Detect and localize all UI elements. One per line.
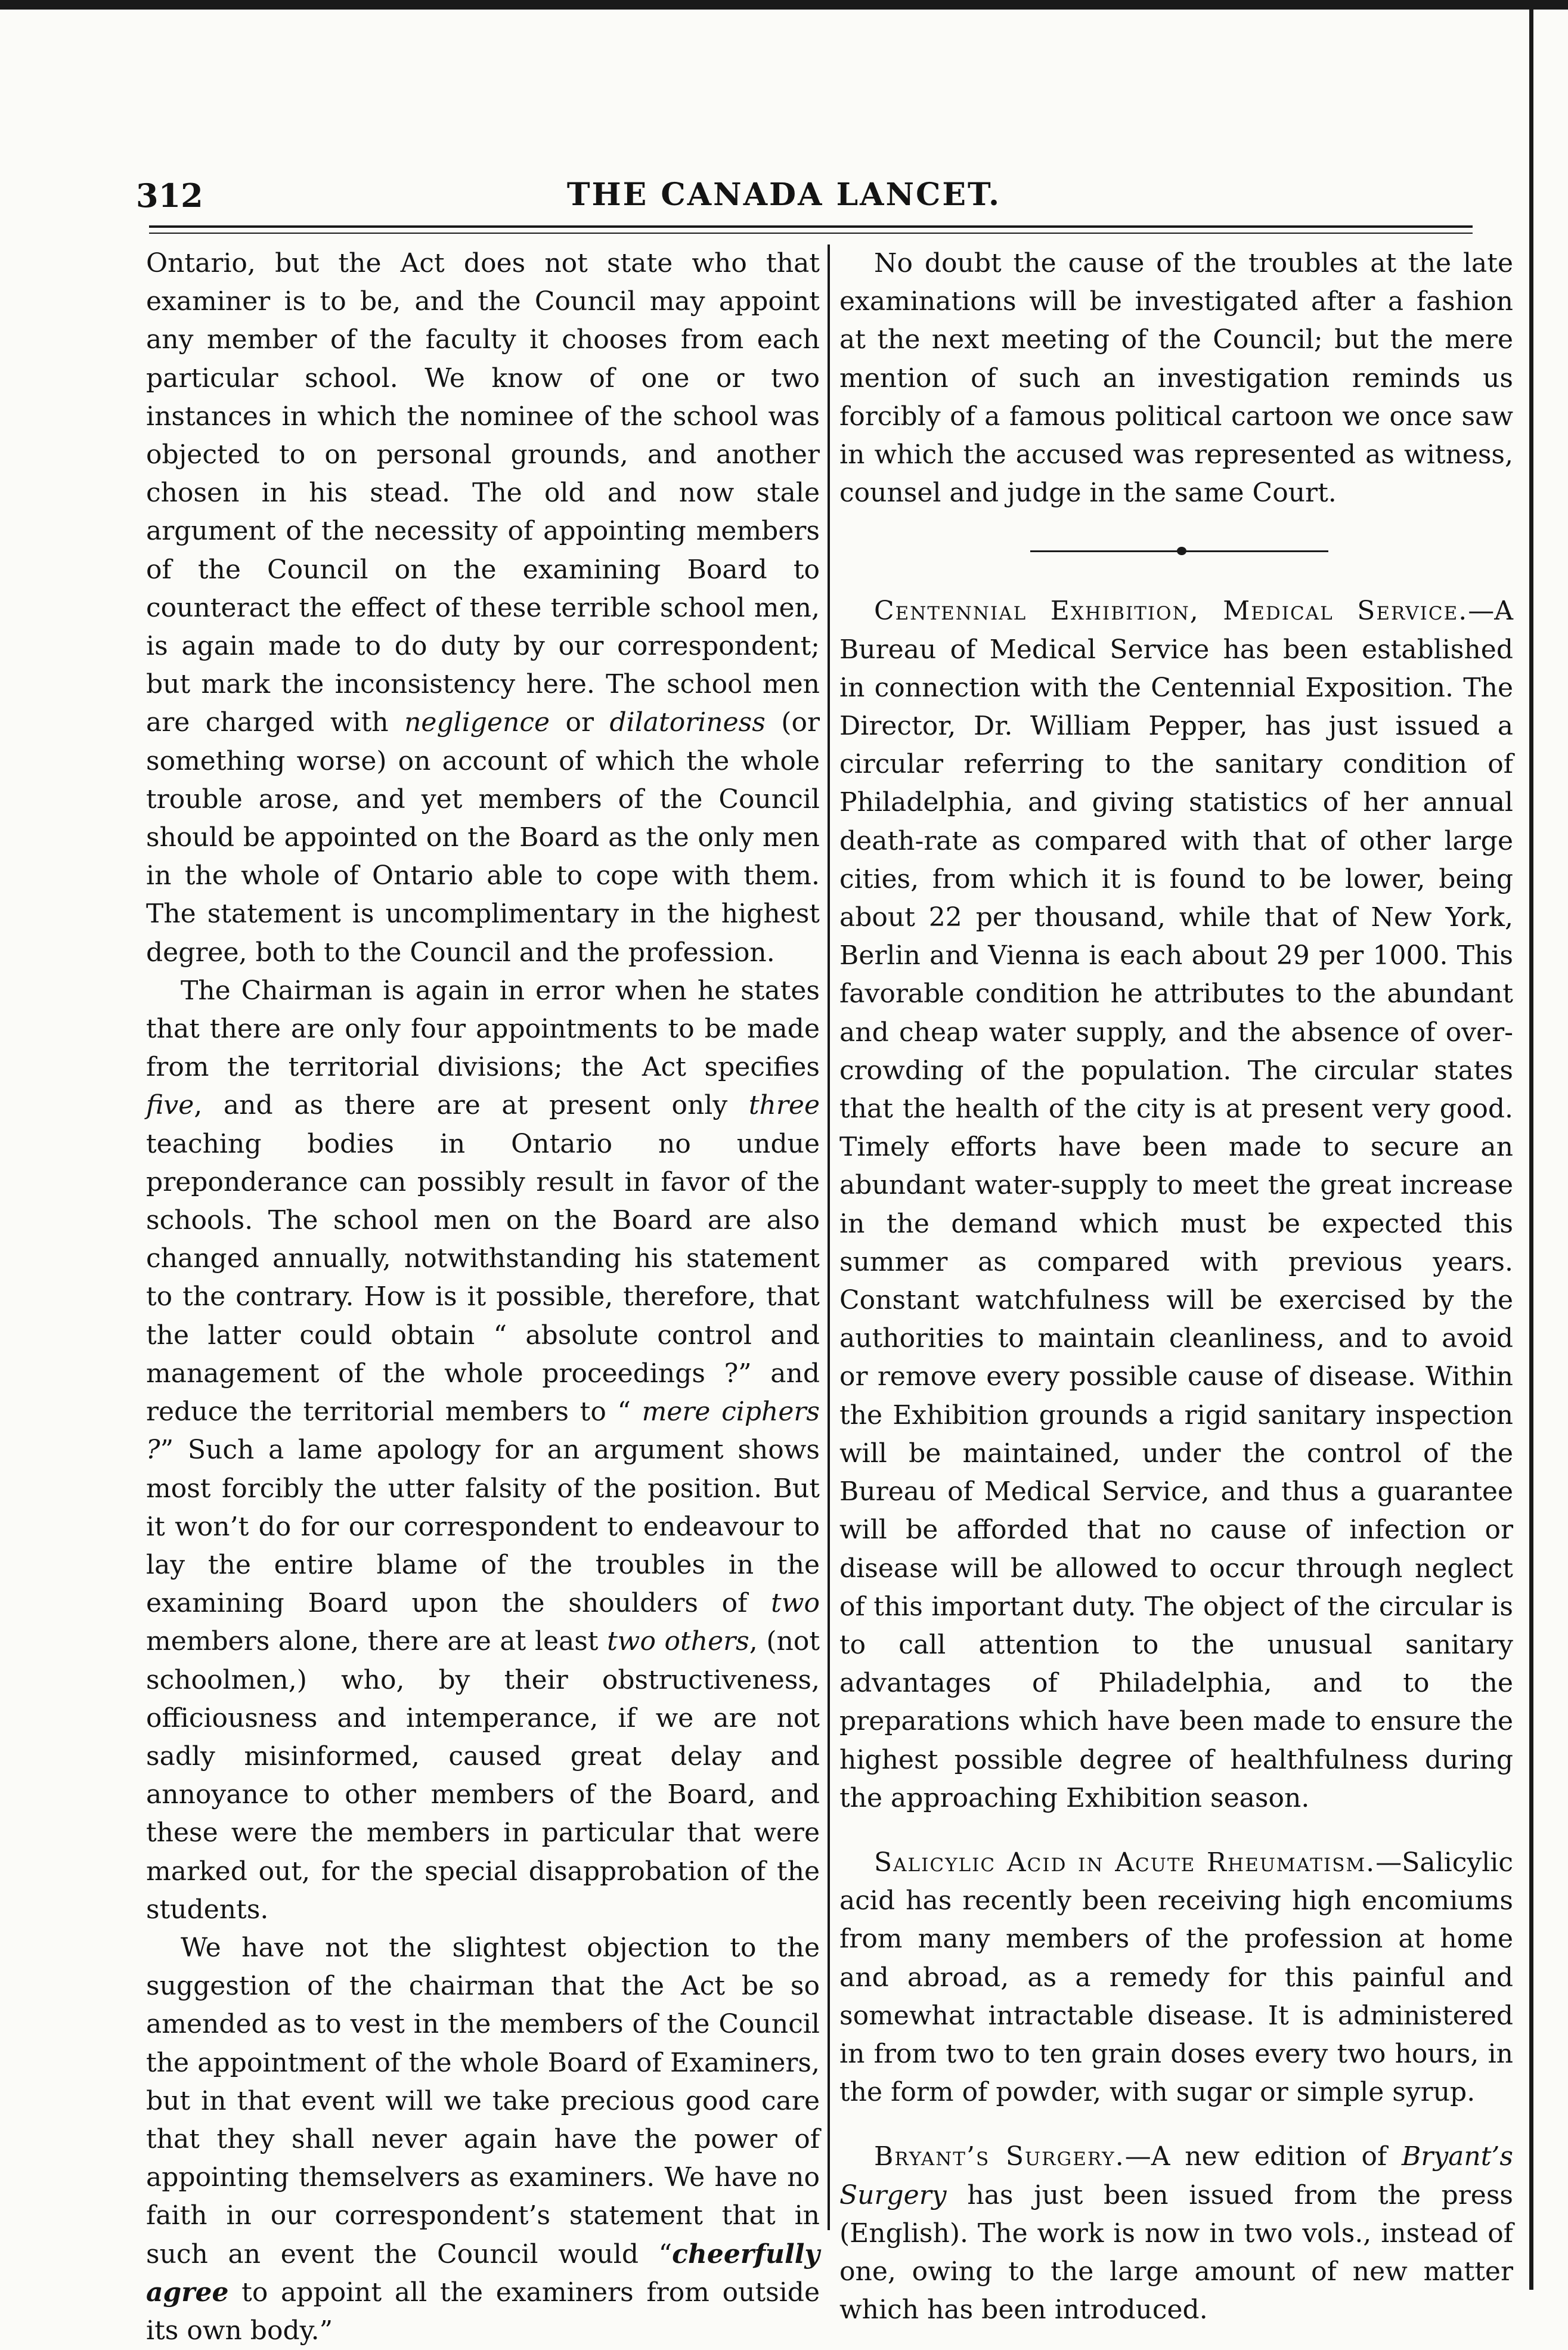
article-body: —Salicylic acid has recently been receiving high encomiums from many members of the profession at home and abroad, as a remedy for this painful and somewhat intractable disease. It is administered in from two to ten grain doses every two hours, in the form of powder, with sugar or simple syrup. bbox=[839, 1847, 1513, 2108]
page-number: 312 bbox=[136, 177, 203, 215]
right-border-rule bbox=[1529, 0, 1533, 2290]
text-run: to appoint all the examiners from outside its own body.” bbox=[146, 2277, 820, 2346]
italic-run: two bbox=[771, 1588, 820, 1619]
text-run: members alone, there are at least bbox=[146, 1626, 608, 1657]
left-column bbox=[146, 244, 820, 2350]
article-body: —A Bureau of Medical Service has been established in connection with the Centennial Exposition. The Director, Dr. William Pepper, has just issued a circular referring to the sanitary condition of Philadelphia, and giving statistics of her annual death-rate as compared with that of other large cities, from which it is found to be lower, being about 22 per thousand, while that of New York, Berlin and Vienna is each about 29 per 1000. This favorable condition he attributes to the abundant and cheap water supply, and the absence of over-crowding of the population. The circular states that the health of the city is at present very good. Timely efforts have been made to secure an abundant water-supply to meet the great increase in the demand which must be expected this summer as compared with previous years. Constant watchfulness will be exercised by the authorities to maintain cleanliness, and to avoid or remove every possible cause of disease. Within the Exhibition grounds a rigid sanitary inspection will be maintained, under the control of the Bureau of Medical Service, and thus a guarantee will be afforded that no cause of infection or disease will be allowed to occur through neglect of this important duty. The object of the circular is to call attention to the unusual sanitary advantages of Philadelphia, and to the preparations which have been made to ensure the highest possible degree of healthfulness during the approaching Exhibition season. bbox=[839, 596, 1513, 1813]
article-bryants-surgery bbox=[839, 2138, 1513, 2329]
article-heading: Centennial Exhibition, Medical Service. bbox=[874, 596, 1468, 627]
text-run: teaching bodies in Ontario no undue preponderance can possibly result in favor of the schools. The school men on the Board are also changed annually, notwithstanding his statement to the contrary. How is it possible, therefore, that the latter could obtain “ absolute control and management of the whole proceedings ?” and reduce the territorial members to “ bbox=[146, 1128, 820, 1428]
paragraph-council-examiners bbox=[146, 244, 820, 972]
paragraph-no-objection bbox=[146, 1929, 820, 2350]
paragraph-chairman-error bbox=[146, 972, 820, 1929]
italic-run: three bbox=[748, 1090, 820, 1121]
ornament-dot bbox=[1177, 547, 1186, 555]
text-run: Ontario, but the Act does not state who that examiner is to be, and the Council may appoint any member of the faculty it chooses from each particular school. We know of one or two instances in which the nominee of the school was objected to on personal grounds, and another chosen in his stead. The old and now stale argument of the necessity of appointing members of the Council on the examining Board to counteract the effect of these terrible school men, is again made to do duty by our correspondent; but mark the inconsistency here. The school men are charged with bbox=[146, 248, 820, 738]
top-border-rule bbox=[0, 0, 1568, 10]
text-run: —A new edition of bbox=[1124, 2141, 1402, 2172]
italic-run: cheerfully agree bbox=[146, 2238, 820, 2308]
text-run: has just been issued from the press (English). The work is now in two vols., instead of one, owing to the large amount of new matter which has been introduced. bbox=[839, 2179, 1513, 2326]
article-heading: Salicylic Acid in Acute Rheumatism. bbox=[874, 1847, 1376, 1878]
italic-run: five bbox=[146, 1090, 194, 1121]
column-divider bbox=[828, 244, 830, 2230]
header-rule-thin bbox=[149, 233, 1473, 234]
text-run: , and as there are at present only bbox=[194, 1090, 749, 1121]
italic-run: negligence bbox=[404, 707, 550, 738]
text-run: (or something worse) on account of which the whole trouble arose, and yet members of the Council should be appointed on the Board as the only men in the whole of Ontario able to cope with them. The statement is uncomplimentary in the highest degree, both to the Council and the profession. bbox=[146, 707, 820, 968]
italic-run: mere ciphers ? bbox=[146, 1397, 820, 1466]
text-run: ” Such a lame apology for an argument shows most forcibly the utter falsity of the position. But it won’t do for our correspondent to endeavour to lay the entire blame of the troubles in the examining Board upon the shoulders of bbox=[146, 1435, 820, 1619]
text-run: We have not the slightest objection to the suggestion of the chairman that the Act be so amended as to vest in the members of the Council the appointment of the whole Board of Examiners, but in that event will we take precious good care that they shall never again have the power of appointing themselvers as examiners. We have no faith in our correspondent’s statement that in such an event the Council would “ bbox=[146, 1932, 820, 2270]
text-run: , (not schoolmen,) who, by their obstructiveness, officiousness and intemperance, if we are not sadly misinformed, caused great delay and annoyance to other members of the Board, and these were the members in particular that were marked out, for the special disapprobation of the students. bbox=[146, 1626, 820, 1925]
spacer bbox=[839, 1818, 1513, 1844]
right-column bbox=[839, 244, 1513, 2329]
header-rule bbox=[149, 225, 1473, 228]
italic-run: dilatoriness bbox=[609, 707, 766, 738]
article-salicylic-acid bbox=[839, 1844, 1513, 2111]
section-ornament bbox=[839, 532, 1513, 569]
article-centennial-exhibition bbox=[839, 592, 1513, 1818]
italic-run: two others bbox=[607, 1626, 749, 1657]
spacer bbox=[839, 2111, 1513, 2138]
italic-run: Bryant’s Surgery bbox=[839, 2141, 1513, 2210]
text-run: The Chairman is again in error when he states that there are only four appointments to be made from the territorial divisions; the Act specifies bbox=[146, 975, 820, 1083]
paragraph-investigation: No doubt the cause of the troubles at the late examinations will be investigated after a fashion at the next meeting of the Council; but the mere mention of such an investigation reminds us forcibly of a famous political cartoon we once saw in which the accused was represented as witness, counsel and judge in the same Court. bbox=[839, 248, 1513, 509]
journal-title: THE CANADA LANCET. bbox=[566, 177, 1002, 213]
text-run: or bbox=[550, 707, 610, 738]
article-heading: Bryant’s Surgery. bbox=[874, 2141, 1125, 2172]
